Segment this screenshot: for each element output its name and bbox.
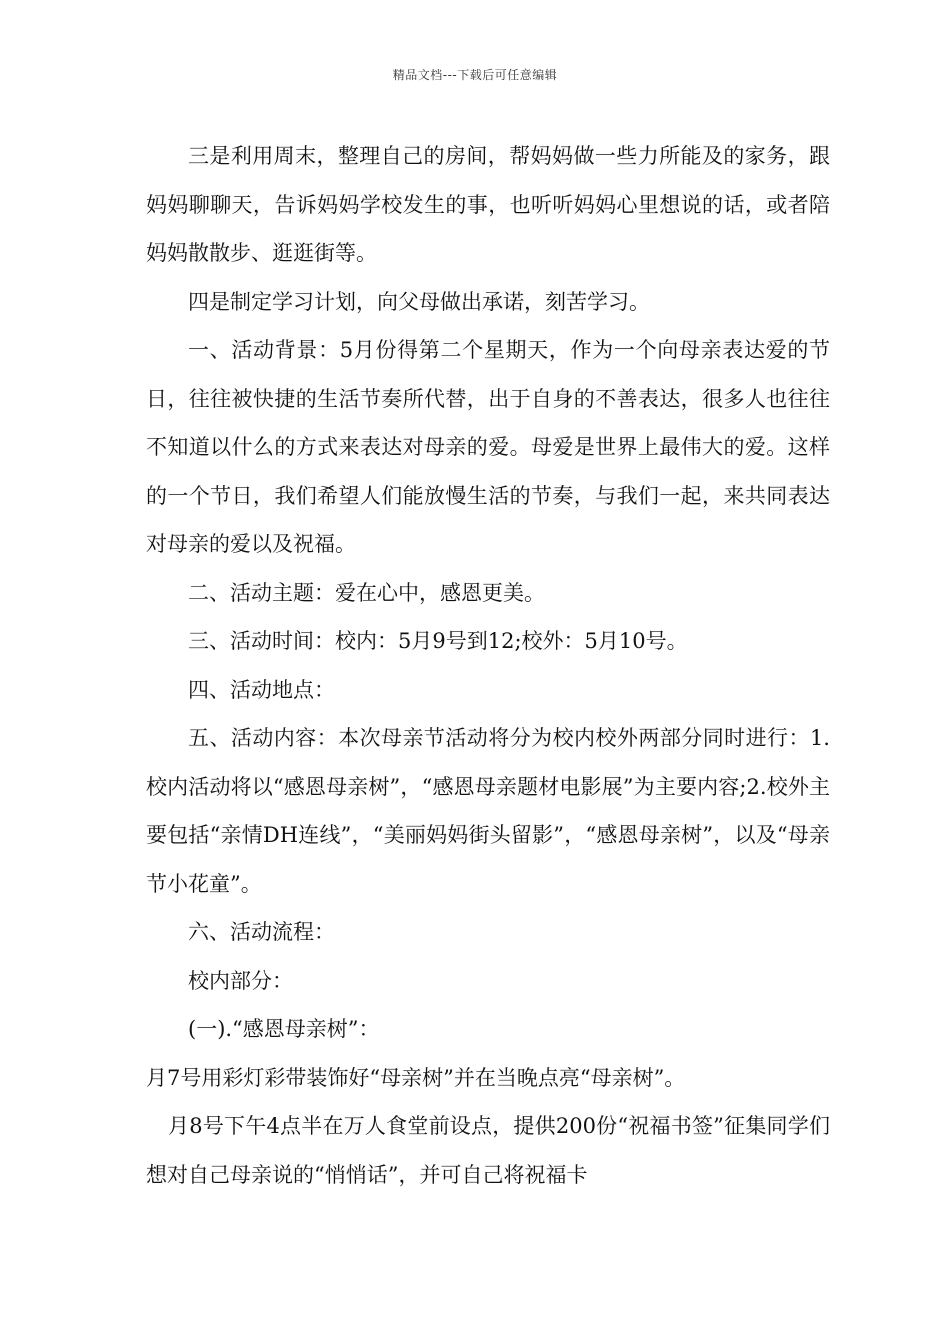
paragraph-activity-content: 五、活动内容：本次母亲节活动将分为校内校外两部分同时进行：1.校内活动将以“感恩母亲树”，“感恩母亲题材电影展”为主要内容;2.校外主要包括“亲情DH连线”，“美丽妈妈街头留影”，“感恩母亲树”，以及“母亲节小花童”。 xyxy=(146,726,830,896)
document-body xyxy=(146,132,830,1199)
paragraph-gratitude-tree-heading: (一).“感恩母亲树”： xyxy=(188,1017,380,1041)
paragraph-activity-theme: 二、活动主题：爱在心中，感恩更美。 xyxy=(188,580,545,605)
paragraph-weekend-chores: 三是利用周末，整理自己的房间，帮妈妈做一些力所能及的家务，跟妈妈聊聊天，告诉妈妈学校发生的事，也听听妈妈心里想说的话，或者陪妈妈散散步、逛逛街等。 xyxy=(146,144,830,265)
paragraph-on-campus: 校内部分： xyxy=(188,968,293,993)
paragraph-study-plan: 四是制定学习计划，向父母做出承诺，刻苦学习。 xyxy=(188,289,650,314)
paragraph-activity-location: 四、活动地点： xyxy=(188,677,335,702)
paragraph-activity-process: 六、活动流程： xyxy=(188,920,335,944)
page-header: 精品文档---下载后可任意编辑 xyxy=(392,68,558,82)
paragraph-blessing-bookmarks: 月8号下午4点半在万人食堂前设点，提供200份“祝福书签”征集同学们想对自己母亲说的“悄悄话”，并可自己将祝福卡 xyxy=(146,1114,830,1187)
paragraph-tree-decoration: 月7号用彩灯彩带装饰好“母亲树”并在当晚点亮“母亲树”。 xyxy=(146,1065,686,1090)
paragraph-activity-time: 三、活动时间：校内：5月9号到12;校外：5月10号。 xyxy=(188,629,688,653)
paragraph-activity-background: 一、活动背景：5月份得第二个星期天，作为一个向母亲表达爱的节日，往往被快捷的生活节奏所代替，出于自身的不善表达，很多人也往往不知道以什么的方式来表达对母亲的爱。母爱是世界上最伟大的爱。这样的一个节日，我们希望人们能放慢生活的节奏，与我们一起，来共同表达对母亲的爱以及祝福。 xyxy=(146,338,830,556)
